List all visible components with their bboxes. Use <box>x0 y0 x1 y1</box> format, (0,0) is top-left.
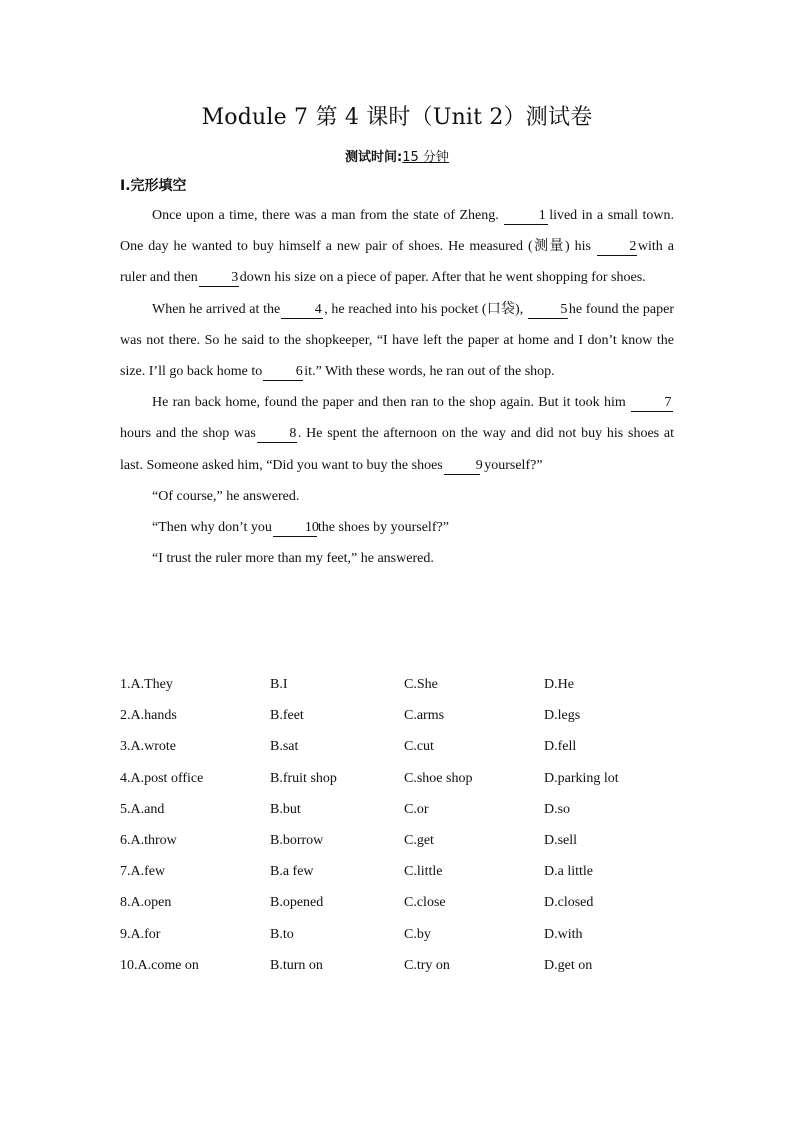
option-row <box>120 825 680 856</box>
option-d: D.He <box>544 677 574 692</box>
passage-text: down his size on a piece of paper. After that he went shopping for shoes. <box>239 270 646 286</box>
option-d: D.with <box>544 926 583 942</box>
passage-text: lived in a small town. One day he wanted to buy himself a new pair of shoes. He measured (测量) his <box>120 208 674 255</box>
passage-text: hours and the shop was <box>120 426 256 442</box>
option-d: D.so <box>544 801 571 817</box>
option-b: B.I <box>270 677 288 692</box>
passage-text: yourself?” <box>480 457 543 473</box>
blank-3: 3 <box>199 270 239 287</box>
option-row <box>120 763 680 794</box>
option-b: B.opened <box>270 895 324 911</box>
option-row <box>120 669 680 700</box>
passage-text: with a ruler and then <box>120 239 674 286</box>
blank-5: 5 <box>528 302 568 319</box>
option-d: D.closed <box>544 895 594 911</box>
option-d: D.parking lot <box>544 770 619 786</box>
passage-paragraph-3 <box>120 387 674 481</box>
blank-7: 7 <box>631 395 673 412</box>
option-b: B.to <box>270 926 294 942</box>
blank-4: 4 <box>281 302 323 319</box>
option-row <box>120 731 680 762</box>
option-d: D.get on <box>544 957 593 973</box>
option-d: D.legs <box>544 708 581 724</box>
option-row <box>120 887 680 918</box>
option-a: 6.A.throw <box>120 832 177 848</box>
option-a: 4.A.post office <box>120 770 204 786</box>
option-b: B.turn on <box>270 957 323 973</box>
passage-text: Once upon a time, there was a man from the state of Zheng. <box>152 208 504 223</box>
option-c: C.shoe shop <box>404 770 473 786</box>
option-c: C.try on <box>404 957 450 973</box>
option-c: C.little <box>404 864 443 880</box>
option-a: 3.A.wrote <box>120 739 176 755</box>
passage-text: . He spent the afternoon on the way and did not buy his shoes at last. Someone asked him, “Did you want to buy the shoes <box>120 426 675 473</box>
test-time-label: 测试时间: <box>345 150 403 165</box>
option-c: C.cut <box>404 739 434 755</box>
passage-text: He ran back home, found the paper and then ran to the shop again. But it took him <box>152 395 630 411</box>
option-b: B.a few <box>270 864 314 880</box>
passage-paragraph-1 <box>120 200 674 294</box>
page-title: Module 7 第 4 课时（Unit 2）测试卷 <box>201 105 593 130</box>
option-row <box>120 856 680 887</box>
option-row <box>120 950 680 981</box>
option-a: 7.A.few <box>120 864 166 880</box>
cloze-passage <box>120 200 674 574</box>
test-time-value: 15 分钟 <box>402 150 449 165</box>
answer-options <box>120 669 680 981</box>
option-a: 8.A.open <box>120 895 172 911</box>
section-title: Ⅰ.完形填空 <box>120 178 187 194</box>
blank-8: 8 <box>257 426 297 443</box>
passage-text: he found the paper was not there. So he said to the shopkeeper, “I have left the paper at home and I don’t know the size. I’ll go back home to <box>120 301 674 380</box>
option-d: D.sell <box>544 832 578 848</box>
option-a: 1.A.They <box>120 677 173 692</box>
passage-paragraph-4: “Of course,” he answered. <box>152 488 300 504</box>
option-b: B.fruit shop <box>270 770 337 786</box>
option-b: B.but <box>270 801 301 817</box>
option-b: B.sat <box>270 739 299 755</box>
blank-6: 6 <box>263 364 303 381</box>
option-d: D.fell <box>544 739 577 755</box>
option-b: B.feet <box>270 708 304 724</box>
passage-text: “Then why don’t you <box>152 520 272 536</box>
option-a: 9.A.for <box>120 926 161 942</box>
option-a: 5.A.and <box>120 801 165 817</box>
passage-text: the shoes by yourself?” <box>317 520 449 536</box>
option-a: 2.A.hands <box>120 708 177 724</box>
option-c: C.by <box>404 926 431 942</box>
option-row <box>120 700 680 731</box>
blank-2: 2 <box>597 239 637 256</box>
option-row <box>120 919 680 950</box>
blank-1: 1 <box>504 208 548 225</box>
passage-paragraph-5 <box>120 512 674 543</box>
option-row <box>120 794 680 825</box>
blank-10: 10 <box>273 520 317 537</box>
passage-text: it.” With these words, he ran out of the shop. <box>304 364 555 380</box>
option-c: C.arms <box>404 708 445 724</box>
blank-9: 9 <box>444 458 480 475</box>
option-c: C.She <box>404 677 438 692</box>
option-c: C.or <box>404 801 429 817</box>
option-a: 10.A.come on <box>120 957 199 973</box>
option-d: D.a little <box>544 864 593 880</box>
option-c: C.close <box>404 895 446 911</box>
test-time <box>0 146 794 165</box>
option-b: B.borrow <box>270 832 324 848</box>
passage-text: When he arrived at the <box>152 301 281 317</box>
passage-paragraph-6: “I trust the ruler more than my feet,” he answered. <box>152 551 434 567</box>
option-c: C.get <box>404 832 434 848</box>
passage-text: , he reached into his pocket (口袋), <box>324 301 527 317</box>
passage-paragraph-2 <box>120 294 674 388</box>
